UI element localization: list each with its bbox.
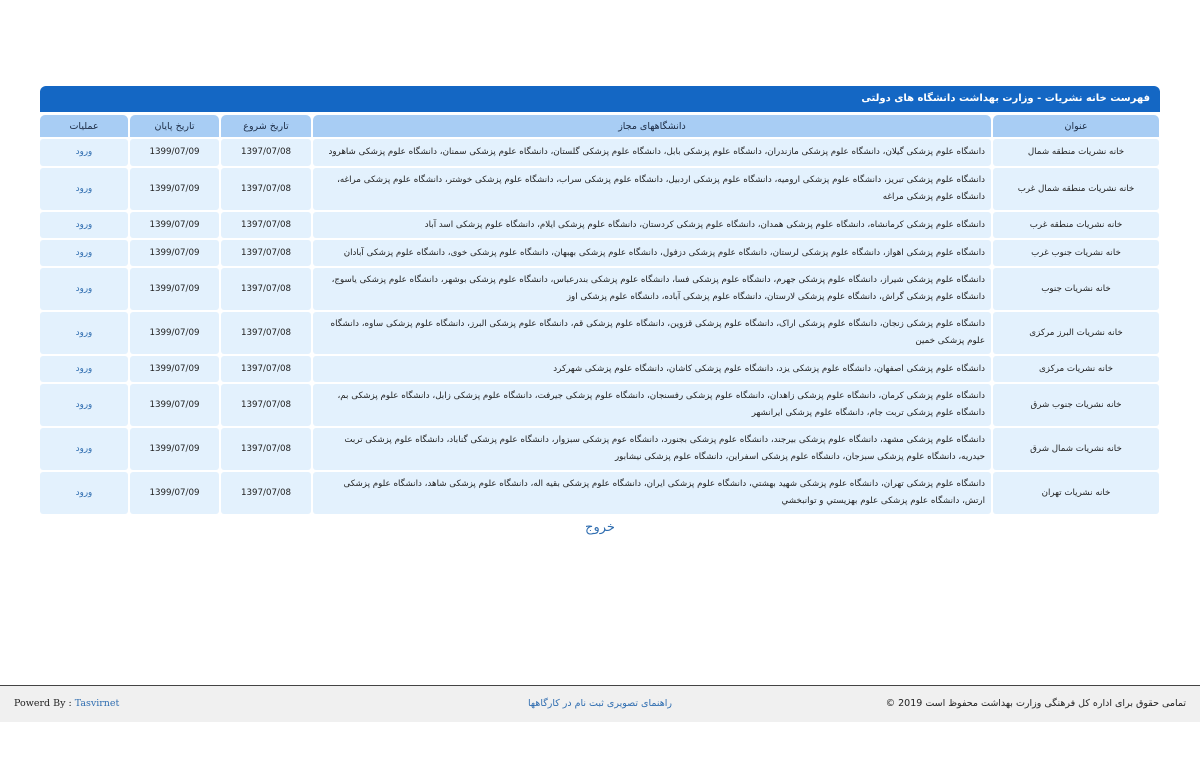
- table-row: [40, 268, 1159, 310]
- row-start-date: 1397/07/08: [221, 212, 311, 238]
- row-operations: [40, 312, 128, 354]
- row-start-date: 1397/07/08: [221, 168, 311, 210]
- table-row: [40, 428, 1159, 470]
- enter-link[interactable]: ورود: [75, 247, 93, 258]
- column-header-universities: دانشگاههای مجاز: [313, 115, 991, 137]
- row-title: خانه نشریات مرکزی: [993, 356, 1159, 382]
- table-row: [40, 168, 1159, 210]
- table-row: [40, 356, 1159, 382]
- row-end-date: 1399/07/09: [130, 268, 219, 310]
- row-start-date: 1397/07/08: [221, 428, 311, 470]
- powered-by: [14, 698, 119, 709]
- row-end-date: 1399/07/09: [130, 139, 219, 166]
- row-start-date: 1397/07/08: [221, 268, 311, 310]
- table-row: [40, 472, 1159, 514]
- row-operations: [40, 240, 128, 266]
- row-operations: [40, 268, 128, 310]
- enter-link[interactable]: ورود: [75, 363, 93, 374]
- enter-link[interactable]: ورود: [75, 283, 93, 294]
- row-operations: [40, 212, 128, 238]
- column-header-title: عنوان: [993, 115, 1159, 137]
- row-start-date: 1397/07/08: [221, 356, 311, 382]
- column-header-end-date: تاریخ پایان: [130, 115, 219, 137]
- copyright-text: تمامی حقوق برای اداره کل فرهنگی وزارت بهداشت محفوظ است 2019 ©: [885, 698, 1186, 709]
- row-universities: دانشگاه علوم پزشکی شیراز، دانشگاه علوم پزشکی جهرم، دانشگاه علوم پزشکی فسا، دانشگاه علوم پزشکی بندرعباس، دانشگاه علوم پزشکی بوشهر، دانشگاه علوم پزشکی یاسوج، دانشگاه علوم پزشکی گراش، دانشگاه علوم پزشکی لارستان، دانشگاه علوم پزشکی آباده، دانشگاه علوم پزشکی اوز: [313, 268, 991, 310]
- row-operations: [40, 384, 128, 426]
- registration-guide-link[interactable]: راهنمای تصویری ثبت نام در کارگاهها: [528, 698, 672, 709]
- tasvirnet-link[interactable]: Tasvirnet: [74, 698, 120, 709]
- row-title: خانه نشریات تهران: [993, 472, 1159, 514]
- row-end-date: 1399/07/09: [130, 240, 219, 266]
- row-operations: [40, 472, 128, 514]
- table-row: [40, 312, 1159, 354]
- table-row: [40, 139, 1159, 166]
- row-title: خانه نشریات البرز مرکزی: [993, 312, 1159, 354]
- row-title: خانه نشریات جنوب غرب: [993, 240, 1159, 266]
- row-operations: [40, 356, 128, 382]
- row-operations: [40, 428, 128, 470]
- table-header-row: [40, 115, 1159, 137]
- row-end-date: 1399/07/09: [130, 356, 219, 382]
- row-start-date: 1397/07/08: [221, 472, 311, 514]
- enter-link[interactable]: ورود: [75, 399, 93, 410]
- enter-link[interactable]: ورود: [75, 219, 93, 230]
- row-start-date: 1397/07/08: [221, 139, 311, 166]
- row-title: خانه نشریات منطقه شمال: [993, 139, 1159, 166]
- row-universities: دانشگاه علوم پزشکی گیلان، دانشگاه علوم پزشکی مازندران، دانشگاه علوم پزشکی بابل، دانشگاه علوم پزشکی گلستان، دانشگاه علوم پزشکی سمنان، دانشگاه علوم پزشکی شاهرود: [313, 139, 991, 166]
- enter-link[interactable]: ورود: [75, 443, 93, 454]
- row-universities: دانشگاه علوم پزشکی زنجان، دانشگاه علوم پزشکی اراک، دانشگاه علوم پزشکی قزوین، دانشگاه علوم پزشکی قم، دانشگاه علوم پزشکی البرز، دانشگاه علوم پزشکی ساوه، دانشگاه علوم پزشکی خمین: [313, 312, 991, 354]
- row-end-date: 1399/07/09: [130, 472, 219, 514]
- enter-link[interactable]: ورود: [75, 327, 93, 338]
- table-row: [40, 240, 1159, 266]
- row-universities: دانشگاه علوم پزشکی اهواز، دانشگاه علوم پزشکی لرستان، دانشگاه علوم پزشکی دزفول، دانشگاه علوم پزشکی بهبهان، دانشگاه علوم پزشکی خوی، دانشگاه علوم پزشکی آبادان: [313, 240, 991, 266]
- row-end-date: 1399/07/09: [130, 212, 219, 238]
- enter-link[interactable]: ورود: [75, 183, 93, 194]
- row-end-date: 1399/07/09: [130, 168, 219, 210]
- enter-link[interactable]: ورود: [75, 487, 93, 498]
- row-operations: [40, 168, 128, 210]
- row-start-date: 1397/07/08: [221, 240, 311, 266]
- panel-title: فهرست خانه نشریات - وزارت بهداشت دانشگاه های دولتی: [40, 86, 1160, 112]
- row-end-date: 1399/07/09: [130, 312, 219, 354]
- row-title: خانه نشریات جنوب شرق: [993, 384, 1159, 426]
- row-end-date: 1399/07/09: [130, 428, 219, 470]
- row-title: خانه نشریات جنوب: [993, 268, 1159, 310]
- column-header-start-date: تاریخ شروع: [221, 115, 311, 137]
- column-header-operations: عملیات: [40, 115, 128, 137]
- publications-panel: [40, 86, 1160, 516]
- table-body: [40, 139, 1159, 514]
- row-universities: دانشگاه علوم پزشکی تهران، دانشگاه علوم پزشکی شهید بهشتي، دانشگاه علوم پزشکی ایران، دانشگاه علوم پزشکی بقیه اله، دانشگاه علوم پزشکی شاهد، دانشگاه علوم پزشکی ارتش، دانشگاه علوم پزشکی علوم بهزیستي و توانبخشي: [313, 472, 991, 514]
- footer: [0, 685, 1200, 722]
- row-title: خانه نشریات منطقه شمال غرب: [993, 168, 1159, 210]
- powered-by-label: Powerd By :: [14, 698, 75, 709]
- row-operations: [40, 139, 128, 166]
- row-universities: دانشگاه علوم پزشکی کرمانشاه، دانشگاه علوم پزشکی همدان، دانشگاه علوم پزشکی کردستان، دانشگاه علوم پزشکی ایلام، دانشگاه علوم پزشکی اسد آباد: [313, 212, 991, 238]
- row-universities: دانشگاه علوم پزشکی تبریز، دانشگاه علوم پزشکی ارومیه، دانشگاه علوم پزشکی اردبیل، دانشگاه علوم پزشکی سراب، دانشگاه علوم پزشکی خوشتر، دانشگاه علوم پزشکی مراغه، دانشگاه علوم پزشکی مراغه: [313, 168, 991, 210]
- enter-link[interactable]: ورود: [75, 147, 93, 157]
- table-row: [40, 212, 1159, 238]
- row-title: خانه نشریات شمال شرق: [993, 428, 1159, 470]
- row-universities: دانشگاه علوم پزشکی اصفهان، دانشگاه علوم پزشکی یزد، دانشگاه علوم پزشکی کاشان، دانشگاه علوم پزشکی شهرکرد: [313, 356, 991, 382]
- row-end-date: 1399/07/09: [130, 384, 219, 426]
- row-title: خانه نشریات منطقه غرب: [993, 212, 1159, 238]
- row-start-date: 1397/07/08: [221, 384, 311, 426]
- row-universities: دانشگاه علوم پزشکی مشهد، دانشگاه علوم پزشکی بیرجند، دانشگاه علوم پزشکی بجنورد، دانشگاه عوم پزشکی سبزوار، دانشگاه علوم پزشکی گناباد، دانشگاه علوم پزشکی تربت حیدریه، دانشگاه علوم پزشکی سبزجان، دانشگاه علوم پزشکی اسفراین، دانشگاه علوم پزشکی نیشابور: [313, 428, 991, 470]
- row-start-date: 1397/07/08: [221, 312, 311, 354]
- publications-table: [38, 113, 1161, 516]
- row-universities: دانشگاه علوم پزشکی کرمان، دانشگاه علوم پزشکی زاهدان، دانشگاه علوم پزشکی رفسنجان، دانشگاه علوم پزشکی جیرفت، دانشگاه علوم پزشکی زابل، دانشگاه علوم پزشکی بم، دانشگاه علوم پزشکی تربت جام، دانشگاه علوم پزشکی ایرانشهر: [313, 384, 991, 426]
- logout-link[interactable]: خروج: [585, 520, 615, 535]
- table-row: [40, 384, 1159, 426]
